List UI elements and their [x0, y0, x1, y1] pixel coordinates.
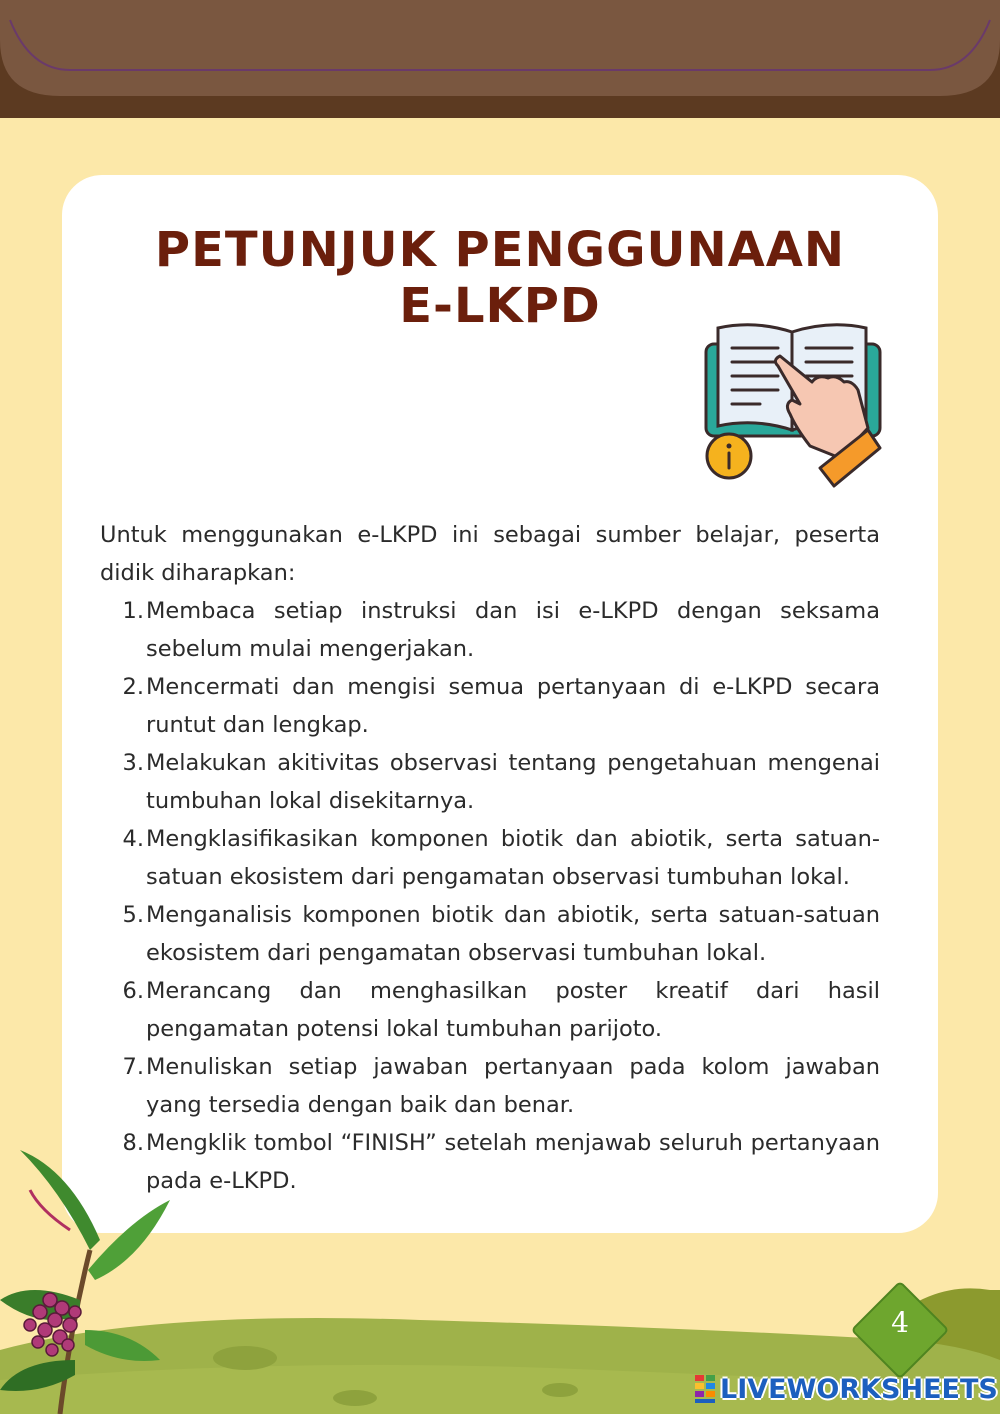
list-item-text: Menuliskan setiap jawaban pertanyaan pada kolom jawaban yang tersedia dengan baik dan benar. [146, 1054, 880, 1118]
title-line-2: E-LKPD [399, 278, 601, 334]
parijoto-plant-icon [0, 1130, 180, 1414]
book-info-icon [700, 318, 885, 498]
title-line-1: PETUNJUK PENGGUNAAN [154, 222, 846, 278]
list-item-text: Melakukan akitivitas observasi tentang pengetahuan mengenai tumbuhan lokal disekitarnya. [146, 750, 880, 814]
list-item [100, 668, 880, 744]
page-number: 4 [891, 1306, 909, 1339]
list-item-number: 2. [122, 674, 144, 700]
instruction-list [100, 592, 880, 1200]
list-item-text: Membaca setiap instruksi dan isi e-LKPD dengan seksama sebelum mulai mengerjakan. [146, 598, 880, 662]
list-item [100, 972, 880, 1048]
liveworksheets-logo-icon [694, 1374, 716, 1404]
list-item-text: Mengklasifikasikan komponen biotik dan abiotik, serta satuan-satuan ekosistem dari pengamatan observasi tumbuhan lokal. [146, 826, 880, 890]
watermark-text: LIVEWORKSHEETS [720, 1373, 998, 1405]
list-item-text: Mencermati dan mengisi semua pertanyaan di e-LKPD secara runtut dan lengkap. [146, 674, 880, 738]
list-item-number: 3. [122, 750, 144, 776]
list-item-number: 7. [122, 1054, 144, 1080]
liveworksheets-watermark [694, 1372, 998, 1406]
header-banner [0, 0, 1000, 118]
intro-paragraph: Untuk menggunakan e-LKPD ini sebagai sumber belajar, peserta didik diharapkan: [100, 522, 880, 586]
list-item [100, 1124, 880, 1200]
list-item [100, 820, 880, 896]
list-item [100, 896, 880, 972]
list-item-number: 1. [122, 598, 144, 624]
list-item-number: 5. [122, 902, 144, 928]
list-item [100, 1048, 880, 1124]
list-item-text: Merancang dan menghasilkan poster kreatif dari hasil pengamatan potensi lokal tumbuhan parijoto. [146, 978, 880, 1042]
list-item-number: 6. [122, 978, 144, 1004]
list-item-text: Menganalisis komponen biotik dan abiotik, serta satuan-satuan ekosistem dari pengamatan observasi tumbuhan lokal. [146, 902, 880, 966]
list-item [100, 744, 880, 820]
list-item [100, 592, 880, 668]
list-item-number: 4. [122, 826, 144, 852]
list-item-text: Mengklik tombol “FINISH” setelah menjawab seluruh pertanyaan pada e-LKPD. [146, 1130, 880, 1194]
list-item-number: 8. [122, 1130, 144, 1156]
